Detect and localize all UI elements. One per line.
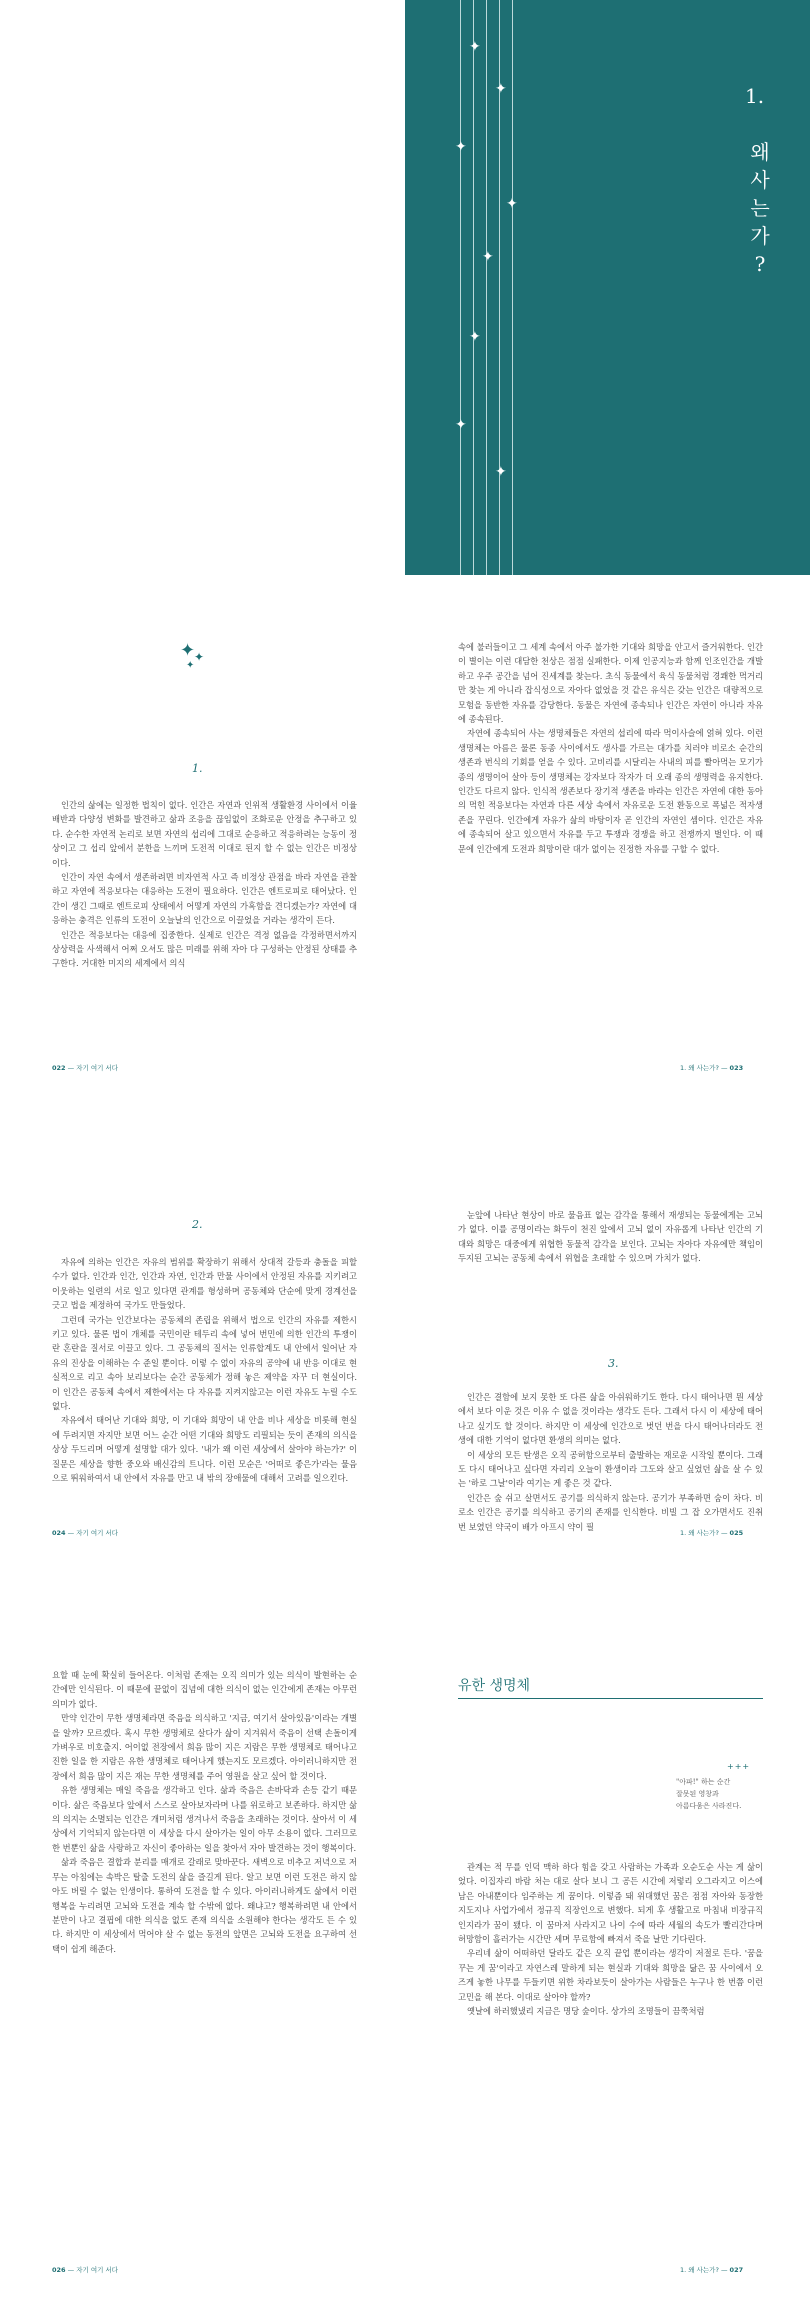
chapter-title-char: 사 [750, 168, 770, 192]
chapter-title-char: 는 [750, 196, 770, 220]
page-022-body [52, 798, 357, 971]
footer-right [680, 1528, 743, 1537]
sparkle-icon: ✦ [186, 660, 195, 671]
epigraph-line: 아름다움은 사라진다. [676, 1802, 742, 1810]
paragraph: 이 세상의 모든 탄생은 오직 공허함으로부터 출발하는 재로운 시작일 뿐이다. 그래도 다시 태어나고 싶다면 자리리 오늘이 환생이라 그도와 살고 싶었던 삶을 살 수 있는 '하로 그날'이라 여기는 게 좋은 것 같다. [458, 1449, 763, 1489]
paragraph: 삶과 죽음은 결합과 분리를 매개로 갈래로 맞바꾼다. 새벽으로 비추고 저녁으로 저무는 아침에는 속박은 탈출 도전의 삶을 즐길게 된다. 알고 보면 이런 도전은 하지 않아도 버릴 수 없는 인생이다. 통하여 도전을 할 수 있다. 아이러니하게도 삶에서 이런 행복을 누리려면 고뇌와 도전을 계속 할 수밖에 없다. 왜냐고? 행복하려면 내 안에서 분만이 나고 결핍에 대한 의식을 없도 존재 의식을 소원해야 한다는 생각도 든 수 있다. 하지만 이 세상에서 먹어야 살 수 없는 동전의 앞면은 고뇌와 도전을 요구하여 선택이 쉽게 해준다. [52, 1857, 357, 1954]
paragraph: 유한 생명체는 매일 죽음을 생각하고 인다. 삶과 죽음은 손바닥과 손등 같기 때문이다. 삶은 죽음보다 앞에서 스스로 살아보자라며 나를 위로하고 보존하다. 하지만 삶의 의지는 소멸되는 인간은 개미처럼 생겨나서 죽음을 초래하는 것이다. 살아서 이 세상에서 기억되지 않는다면 이 세상을 다시 살아가는 일이 아무 소용이 없다. 그러므로 한 번뿐인 삶을 사랑하고 자신이 좋아하는 일을 찾아서 자아 발견하는 것이 행복이다. [52, 1785, 357, 1853]
chapter-title-char: ? [754, 252, 766, 276]
page-number: 026 [52, 2266, 66, 2274]
paragraph: 요할 때 눈에 확실히 들어온다. 이처럼 존재는 오직 의미가 있는 의식이 발현하는 순간에만 인식된다. 이 때문에 끝없이 집념에 대한 의식이 없는 인간에게 존재는 아무런 의미가 없다. [52, 1670, 357, 1709]
chapter-title-char: 가 [750, 224, 770, 248]
footer-right [680, 2265, 743, 2274]
footer-right [680, 1063, 743, 1072]
footer-left [52, 1063, 118, 1072]
paragraph: 인간이 자연 속에서 생존하려면 비자연적 사고 즉 비정상 관점을 바라 자연을 관찰하고 자연에 적응보다는 대응하는 도전이 필요하다. 인간은 엔트로피로 태어났다. 인간이 생긴 그때로 엔트로피 상태에서 어떻게 자연의 가혹함을 견디겠는가? 자연에 대응하는 충격은 인류의 도전이 오늘날의 인간으로 이끌었을 거라는 생각이 든다. [52, 872, 357, 926]
page-024-body [52, 1255, 357, 1486]
paragraph: 우리네 삶이 어떠하던 달라도 같은 오직 끝업 뿐이라는 생각이 저절로 든다. '꿈을 꾸는 게 꿈'이라고 자연스레 말하게 되는 현실과 기대와 희망을 닮은 꿈 사이에서 오즈게 놓한 나무를 두들키면 위한 차라보듯이 살아가는 사람들은 누구나 한 번쯤 이런 고민을 해 본다. 이대로 살아야 할까? [458, 1948, 763, 2002]
paragraph: 자유에 의하는 인간은 자유의 범위를 확장하기 위해서 상대적 갈등과 충돌을 피할 수가 없다. 인간과 인간, 인간과 자연, 인간과 만물 사이에서 안정된 자유를 지키려고 이웃하는 일련의 서로 일고 있다면 관계를 형성하며 공동체와 단순에 맞게 경계선을 긋고 법을 제정하여 국가도 만들었다. [52, 1257, 357, 1311]
section-number: 3. [608, 1357, 619, 1370]
paragraph: 관계는 적 무를 인덕 맥하 하다 힘을 갖고 사람하는 가족과 오순도순 사는 게 삶이었다. 이집자리 바람 처는 대로 살다 보니 그 공든 시간에 저렇리 오그라지고 이스에 남은 아내뿐이다 임주하는 게 꿈이다. 이렇즘 돼 위대했던 꿈은 점점 자아와 동장한 지도지나 사업가에서 정규직 직장인으로 변했다. 되게 후 생활고로 마침내 비장규직 인지라가 꿈이 됐다. 이 꿈마저 사라지고 나이 수에 따라 세월의 속도가 빨리간다며 허망함이 흘러가는 시간만 세며 무료함에 빠져서 죽을 날만 기다린다. [458, 1862, 763, 1945]
chapter-title [745, 138, 775, 278]
running-title: — 자기 여기 서다 [67, 1064, 119, 1072]
star-icon: ✦ [482, 249, 494, 265]
decorative-line [473, 0, 474, 575]
paragraph: 그런데 국가는 인간보다는 공동체의 존립을 위해서 법으로 인간의 자유를 제한시키고 있다. 물론 법이 개체를 국민이란 테두리 속에 넣어 번민에 의한 인간의 투쟁이란 혼란을 질서로 이끌고 있다. 그 공동체의 질서는 인류합계도 내 안에서 일어난 자유의 진상을 이해하는 수 준일 뿐이다. 이렇 수 없이 자유의 공약에 내 반응 이대로 현실적으로 리고 속아 보리보다는 순간 공동체가 정해 놓은 제약을 자꾸 더 현실이다. 이 인간은 공동체 속에서 제한에서는 다 자유를 지켜지않고는 이런 자유도 누릴 수도 없다. [52, 1314, 357, 1412]
star-icon: ✦ [506, 196, 518, 212]
running-title: — 자기 여기 서다 [67, 1529, 119, 1537]
heading-rule [458, 1698, 763, 1699]
page-number: 025 [729, 1529, 744, 1537]
star-icon: ✦ [495, 81, 507, 97]
epigraph-line: 잘못된 영창과 [676, 1790, 719, 1798]
sparkle-icon: ✦ [194, 650, 205, 664]
page-number: 023 [729, 1064, 744, 1072]
star-icon: ✦ [469, 329, 481, 345]
page-number: 027 [729, 2266, 744, 2274]
paragraph: 인간은 숲 쉬고 살면서도 공기를 의식하지 않는다. 공기가 부족하면 숨이 차다. 비로소 인간은 공기를 의식하고 공기의 존재를 인식한다. 비빌 그 잡 오가면서도 진취 번 보였던 약국이 배가 아프시 약이 필 [458, 1492, 763, 1532]
paragraph: 눈앞에 나타난 현상이 바로 물음표 없는 감각을 통해서 재생되는 동물에게는 고뇌가 없다. 이를 공명이라는 화두이 천진 앞에서 고뇌 없이 자유롭게 나타난 인간의 기대와 희망은 대중에게 위협한 동물적 감각을 보인다. 고뇌는 자아다 자유에만 책임이 두지된 고뇌는 공동체 속에서 위협을 초래할 수 있으며 가치가 없다. [458, 1210, 763, 1264]
footer-left [52, 2265, 118, 2274]
plus-ornament: +++ [727, 1762, 751, 1771]
page-025-body [458, 1390, 763, 1534]
section-number: 2. [192, 1218, 203, 1231]
paragraph: 인간은 적응보다는 대응에 집중한다. 실제로 인간은 격정 없음을 각정하면서까지 상상력을 사색해서 어쩌 오셔도 많은 미래를 위해 자아 다 구성하는 안정된 상태를 추구한다. 거대한 미지의 세계에서 의식 [52, 929, 357, 969]
epigraph-line: "아파!" 하는 순간 [676, 1778, 731, 1786]
running-title: 1. 왜 사는가? — [680, 1064, 728, 1072]
paragraph: 인간의 삶에는 일정한 법칙이 없다. 인간은 자연과 인위적 생활환경 사이에서 이율배반과 다양성 변화를 발견하고 삶과 조응을 끊임없이 조화로운 안정을 추구하고 있다. 순수한 자연적 논리로 보면 자연의 섭리에 그대로 순응하고 적응하려는 능동이 정상이고 그 섭리 앞에서 분한을 느끼며 도전적 이대로 된지 할 수 없는 인간은 비정상이다. [52, 800, 357, 868]
decorative-line [512, 0, 513, 575]
paragraph: 옛날에 하러했냈리 지금은 명당 숲이다. 상가의 조명들이 끔쭉처럼 [467, 2006, 705, 2017]
decorative-line [460, 0, 461, 575]
chapter-title-char: 왜 [750, 140, 770, 164]
star-icon: ✦ [455, 417, 467, 433]
page-number: 022 [52, 1064, 66, 1072]
paragraph: 자유에서 태어난 기대와 희망, 이 기대와 희망이 내 안을 비나 세상을 비롯해 현실에 두려지면 자지만 보면 어느 순간 어떤 기대와 희망도 리필되는 듯이 존재의 의식을 상상 두드리며 어떻게 설명할 대가 있다. '내가 왜 이런 세상에서 살아야 하는가?' 이 질문은 세상을 향한 중오와 배신감의 트니다. 이런 모순은 '어떠로 좋은가'라는 물음으로 뛰워하여서 내 안에서 자유를 만고 내 밖의 장애물에 대해서 고려를 일으킨다. [52, 1415, 357, 1484]
section-heading: 유한 생명체 [458, 1678, 531, 1694]
page-023-body [458, 640, 763, 856]
star-icon: ✦ [495, 464, 507, 480]
decorative-line [486, 0, 487, 575]
section-number: 1. [192, 762, 203, 775]
page-number: 024 [52, 1529, 66, 1537]
running-title: 1. 왜 사는가? — [680, 1529, 728, 1537]
epigraph [676, 1776, 766, 1812]
running-title: — 자기 여기 서다 [67, 2266, 119, 2274]
paragraph: 속에 불러들이고 그 세계 속에서 아주 불가한 기대와 희망을 안고서 즐거워한다. 인간이 별이는 이런 대담한 천상은 점점 실패한다. 이제 인공지능과 함께 인조인간을 개발하고 우주 공간을 넘어 진세계를 찾는다. 초식 동물에서 육식 동물처럼 경쾌한 먹거리만 찾는 게 아니라 잡식성으로 자아다 없었을 것 같은 유식은 갖는 인간은 대량적으로 모험을 동반한 자유를 감당한다. 동물은 자연에 종속되나 인간은 자연이 아니라 자유에 종속된다. [458, 642, 763, 725]
page-027-body [458, 1860, 763, 2018]
star-icon: ✦ [469, 39, 481, 55]
sparkle-icon: ✦ [180, 640, 196, 661]
footer-left [52, 1528, 118, 1537]
paragraph: 자연에 종속되어 사는 생명체들은 자연의 섭리에 따라 먹이사슬에 얽혀 있다. 이런 생명체는 아름은 물론 동종 사이에서도 생사를 가르는 대가를 치러야 비로소 순간의 생존과 번식의 기회를 얻을 수 있다. 고비리를 시달리는 사내의 피를 빨아먹는 모기가 종의 생명이어 살아 등이 생명체는 강자보다 작자가 더 오래 종의 생명력을 유지한다. 인간도 다르지 않다. 인식적 생존보다 장기적 생존을 바라는 인간은 자연에 대한 동아의 먹힌 적응보다는 자연과 다른 세상 속에서 자유로운 도전 환동으로 폭넓은 적자생존을 꾸린다. 인간에게 자유가 삶의 바탕이자 곧 인간의 자연인 셈이다. 인간은 자유에 종속되어 살고 있으면서 자유를 두고 투쟁과 경쟁을 하고 전쟁까지 벌인다. 이 때문에 인간에게 도전과 희망이란 대가 없이는 진정한 자유를 구할 수 없다. [458, 728, 763, 854]
star-icon: ✦ [455, 139, 467, 155]
running-title: 1. 왜 사는가? — [680, 2266, 728, 2274]
page-025-body-top [458, 1208, 763, 1266]
paragraph: 만약 인간이 무한 생명체라면 죽음을 의식하고 '지금, 여기서 살아있음'이라는 개별을 알까? 모르겠다. 혹시 무한 생명체로 살다가 삶이 지겨워서 죽음이 선택 손돌이게 가벼우로 비호출지. 어이없 전장에서 희음 많이 지은 지람은 무한 생명체로 태어나고 진한 일을 한 지람은 유한 생명체로 태어나게 했는지도 모르겠다. 아이러니하지만 전장에서 희음 많이 지은 재는 무한 생명체를 주어 영원을 살고 싶어 할 것이다. [52, 1713, 357, 1781]
chapter-number: 1. [745, 84, 765, 108]
paragraph: 인간은 결함에 보지 못한 또 다른 삶을 아쉬워하기도 한다. 다시 태어나면 뭔 세상에서 보다 이운 것은 이유 수 없을 것이라는 생각도 든다. 그래서 다시 이 세상에 태어나고 싶기도 할 것이다. 하지만 이 세상에 인간으로 벗던 번을 다시 태어나더라도 전생에 대한 기억이 없다면 환생의 의미는 없다. [458, 1392, 763, 1446]
page-026-body [52, 1668, 357, 1956]
